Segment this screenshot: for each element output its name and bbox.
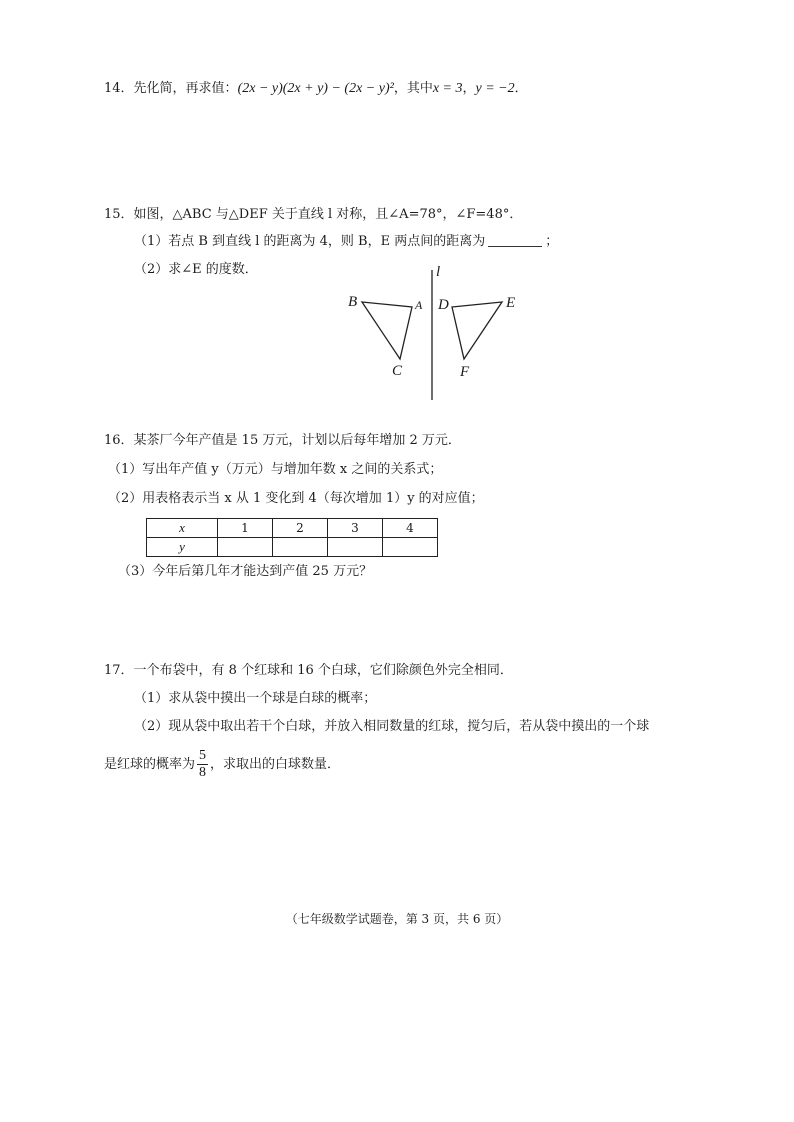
q14-text: 先化简，再求值： [133,81,238,96]
table-cell-x1: 1 [218,519,273,538]
triangle-abc [362,302,412,359]
table-cell-x2: 2 [273,519,328,538]
table-cell-y2 [273,538,328,557]
table-header-y: y [147,538,218,557]
table-row-x [147,519,438,538]
label-c: C [392,363,403,379]
label-b: B [348,294,358,310]
q14-sep: ， [462,81,476,96]
q14-line [104,80,528,98]
q17-part2-line [134,718,649,736]
q15-stem: 如图，△ABC 与△DEF 关于直线 l 对称，且∠A=78°，∠F=48°． [133,207,523,222]
probability-fraction [197,748,208,781]
q15-part2-text: （2）求∠E 的度数． [134,262,258,277]
value-table [146,518,438,557]
q17-part2-cont-after: ，求取出的白球数量． [210,757,341,772]
symmetry-figure [330,262,530,404]
q17-part2-cont-before: 是红球的概率为 [104,757,196,772]
label-l: l [436,264,441,280]
q16-part2-line [108,490,484,508]
q16-part1-line [108,461,442,479]
q16-number: 16． [104,433,134,448]
q15-part2-line [134,261,258,279]
q17-part2-text: （2）现从袋中取出若干个白球，并放入相同数量的红球，搅匀后，若从袋中摸出的一个球 [134,719,650,734]
triangle-def [452,302,502,359]
q14-end: ． [514,81,528,96]
q14-expression: (2x − y)(2x + y) − (2x − y)² [237,81,394,96]
q16-part1-text: （1）写出年产值 y（万元）与增加年数 x 之间的关系式； [108,462,443,477]
q15-part1-text: （1）若点 B 到直线 l 的距离为 4，则 B，E 两点间的距离为 [134,234,486,249]
label-e: E [506,295,516,311]
fraction-denominator: 8 [199,765,207,780]
table-cell-x3: 3 [328,519,383,538]
q17-part1-line [134,690,376,708]
table-cell-y1 [218,538,273,557]
table-header-x: x [147,519,218,538]
q17-number: 17． [104,663,134,678]
page-footer: （七年级数学试题卷，第 3 页，共 6 页） [285,912,509,926]
table-row-y [147,538,438,557]
q17-stem: 一个布袋中，有 8 个红球和 16 个白球，它们除颜色外完全相同． [133,663,513,678]
q17-stem-line [104,662,513,680]
q14-number: 14． [104,81,134,96]
q14-cond-y: y = −2 [475,81,515,96]
label-f: F [460,364,470,380]
table-cell-x4: 4 [383,519,438,538]
q15-part1-end: ； [545,234,559,249]
q16-part3-line [118,563,372,581]
q14-tail: ，其中 [393,81,433,96]
table-cell-y4 [383,538,438,557]
q16-part2-text: （2）用表格表示当 x 从 1 变化到 4（每次增加 1）y 的对应值； [108,491,484,506]
q17-part2-cont-line [104,745,340,785]
q15-number: 15． [104,207,134,222]
fraction-numerator: 5 [199,748,207,763]
q17-part1-text: （1）求从袋中摸出一个球是白球的概率； [134,691,377,706]
table-cell-y3 [328,538,383,557]
q16-part3-text: （3）今年后第几年才能达到产值 25 万元？ [118,564,373,579]
q15-stem-line [104,206,522,224]
q16-stem: 某茶厂今年产值是 15 万元，计划以后每年增加 2 万元． [133,433,461,448]
q14-cond-x: x = 3 [432,81,463,96]
label-d: D [438,297,449,313]
q15-answer-blank [488,234,542,247]
q15-part1-line [134,233,558,251]
q16-stem-line [104,432,461,450]
label-a: A [415,298,423,312]
